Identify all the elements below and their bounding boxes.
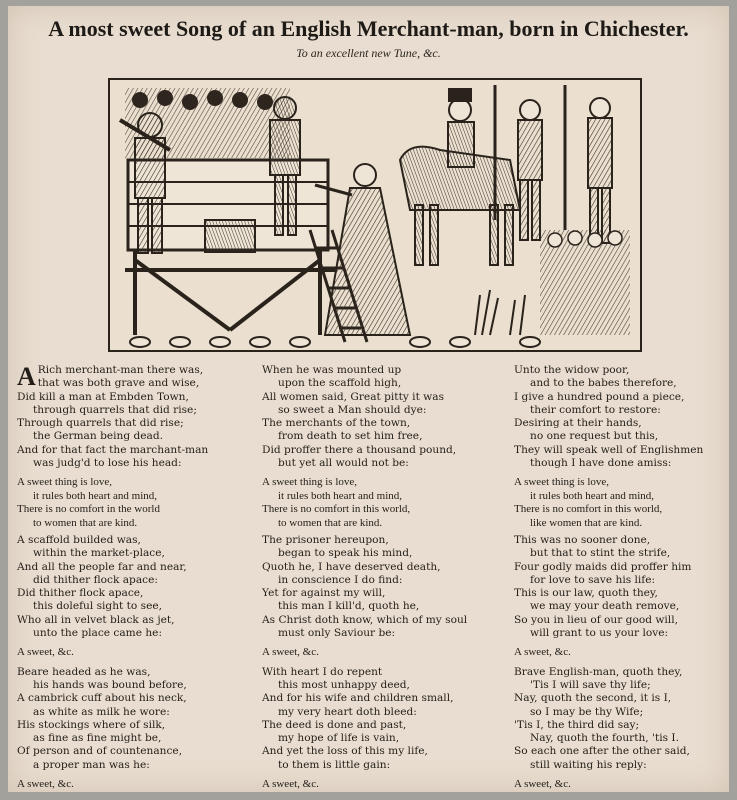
verse-line: They will speak well of Englishmen [514,443,704,456]
woodcut-illustration [108,78,642,352]
verse-line: a proper man was he: [33,758,150,771]
verse-line: began to speak his mind, [278,547,413,560]
verse-line: As Christ doth know, which of my soul [262,613,468,626]
verse-line: but that to stint the strife, [530,547,671,560]
verse-stanza [262,666,500,772]
verse-line: through quarrels that did rise; [33,403,197,416]
refrain-line: A sweet, &c. [262,646,319,659]
refrain-line: A sweet, &c. [514,646,571,659]
verse-line: within the market-place, [33,547,165,560]
verse-line: Nay, quoth the fourth, 'tis I. [530,732,679,745]
verse-line: so I may be thy Wife; [530,705,644,718]
verse-line: his hands was bound before, [33,678,187,691]
verse-line: was judg'd to lose his head: [33,457,182,470]
refrain-line: A sweet, &c. [17,778,74,791]
verse-line: All women said, Great pitty it was [262,390,445,403]
verse-line: in conscience I do find: [278,573,403,586]
verse-line: His stockings where of silk, [17,718,166,731]
verse-line: The merchants of the town, [262,417,411,430]
verse-line: it rules both heart and mind, [530,489,655,502]
verse-line: And for that fact the marchant-man [17,443,209,456]
refrain-line: A sweet, &c. [514,778,571,791]
verse-line: 'Tis I, the third did say; [514,718,640,731]
verse-stanza [514,666,737,772]
verse-line: the German being dead. [33,430,163,443]
tune-subtitle: To an excellent new Tune, &c. [296,46,441,60]
verse-line: With heart I do repent [262,665,383,678]
text-column-1 [17,364,255,797]
verse-line: still waiting his reply: [530,758,647,771]
verse-line: my very heart doth bleed: [278,705,417,718]
verse-line: for love to save his life: [530,573,656,586]
verse-line: Unto the widow poor, [514,364,630,376]
verse-line: this doleful sight to see, [33,600,162,613]
verse-line: though I have done amiss: [530,457,672,470]
verse-stanza [262,364,500,470]
verse-line: unto the place came he: [33,627,163,640]
verse-line: Brave English-man, quoth they, [514,665,683,678]
verse-stanza [17,364,255,470]
verse-line: Quoth he, I have deserved death, [262,560,441,573]
verse-line: so sweet a Man should dye: [278,403,427,416]
verse-line: Beare headed as he was, [17,665,151,678]
verse-line: this man I kill'd, quoth he, [278,600,420,613]
verse-line: we may your death remove, [530,600,680,613]
verse-line: Did proffer there a thousand pound, [262,443,457,456]
verse-line: And yet the loss of this my life, [262,745,428,758]
verse-line: A sweet thing is love, [514,476,610,489]
verse-line: no one request but this, [530,430,659,443]
verse-line: to them is little gain: [278,758,391,771]
verse-line: There is no comfort in this world, [514,503,663,516]
verse-line: it rules both heart and mind, [278,489,403,502]
verse-stanza [262,534,500,640]
verse-line: I give a hundred pound a piece, [514,390,685,403]
drop-cap: A [17,362,36,391]
verse-line: Nay, quoth the second, it is I, [514,692,672,705]
verse-line: to women that are kind. [33,516,138,529]
woodcut-execution-scene-icon [110,80,640,350]
verse-stanza [17,666,255,772]
verse-line: Of person and of countenance, [17,745,183,758]
verse-line: Rich merchant-man there was, [37,364,204,376]
chorus-stanza [262,476,500,530]
verse-line: Through quarrels that did rise; [17,417,184,430]
verse-line: 'Tis I will save thy life; [530,678,651,691]
verse-line: Did kill a man at Embden Town, [17,390,189,403]
verse-line: A sweet thing is love, [17,476,113,489]
verse-stanza [514,534,737,640]
verse-stanza [514,364,737,470]
verse-line: but yet all would not be: [278,457,409,470]
verse-line: as white as milk he wore: [33,705,170,718]
verse-line: will grant to us your love: [530,627,669,640]
broadside-sheet [8,6,729,792]
chorus-stanza [514,476,737,530]
verse-line: And for his wife and children small, [262,692,454,705]
verse-line: it rules both heart and mind, [33,489,158,502]
verse-line: There is no comfort in the world [17,503,160,516]
verse-line: The prisoner hereupon, [262,534,389,546]
verse-line: This is our law, quoth they, [514,587,658,600]
verse-line: from death to set him free, [278,430,423,443]
verse-line: Four godly maids did proffer him [514,560,692,573]
verse-line: Yet for against my will, [262,587,386,600]
verse-line: my hope of life is vain, [278,732,400,745]
verse-line: and to the babes therefore, [530,377,677,390]
verse-line: that was both grave and wise, [37,377,200,390]
verse-line: their comfort to restore: [530,403,661,416]
verse-line: So each one after the other said, [514,745,690,758]
verse-line: to women that are kind. [278,516,383,529]
refrain-line: A sweet, &c. [17,646,74,659]
refrain-line: A sweet, &c. [262,778,319,791]
verse-line: A cambrick cuff about his neck, [17,692,187,705]
verse-line: Did thither flock apace, [17,587,144,600]
verse-line: When he was mounted up [262,364,402,376]
verse-line: Who all in velvet black as jet, [17,613,175,626]
verse-line: This was no sooner done, [514,534,651,546]
verse-line: this most unhappy deed, [278,678,410,691]
verse-line: There is no comfort in this world, [262,503,411,516]
verse-line: upon the scaffold high, [278,377,402,390]
verse-line: must only Saviour be: [278,627,396,640]
verse-line: The deed is done and past, [262,718,407,731]
verse-line: So you in lieu of our good will, [514,613,678,626]
verse-line: as fine as fine might be, [33,732,162,745]
text-column-3 [514,364,737,797]
verse-line: Desiring at their hands, [514,417,642,430]
verse-line: did thither flock apace: [33,573,158,586]
verse-line: And all the people far and near, [17,560,187,573]
verse-stanza [17,534,255,640]
verse-line: A sweet thing is love, [262,476,358,489]
verse-line: A scaffold builded was, [17,534,141,546]
text-column-2 [262,364,500,797]
verse-line: like women that are kind. [530,516,643,529]
ballad-title: A most sweet Song of an English Merchant-man, born in Chichester. [48,16,689,41]
chorus-stanza [17,476,255,530]
